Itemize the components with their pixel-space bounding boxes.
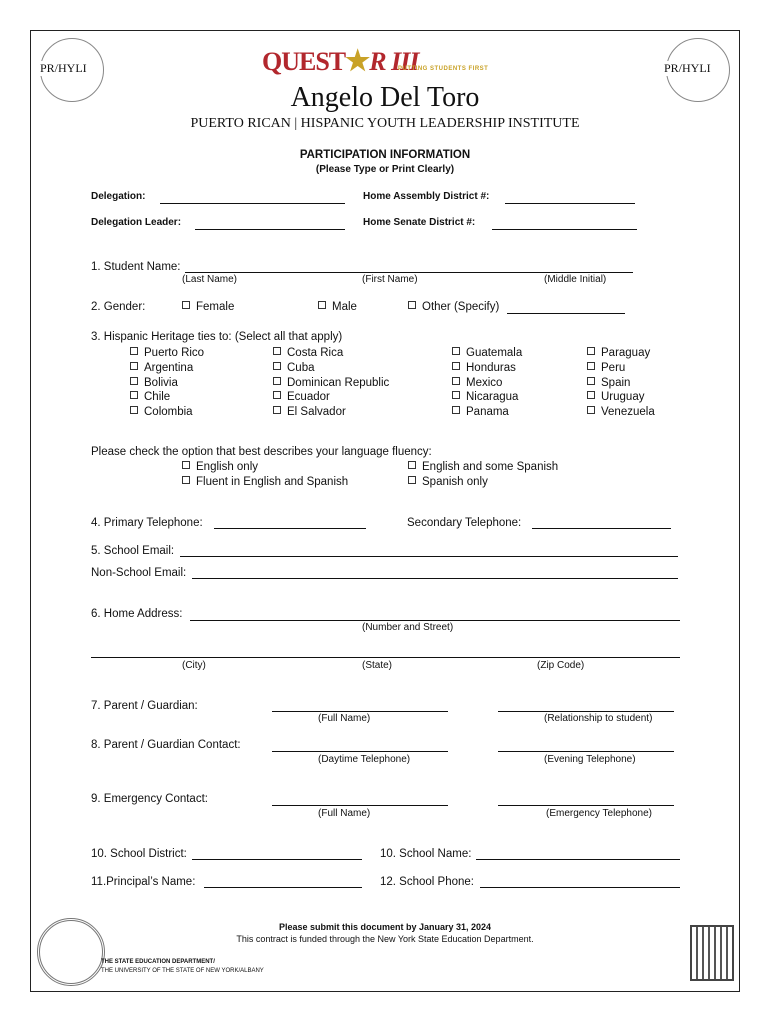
right-logo-text: PR/HYLI (664, 61, 711, 75)
checkbox-icon[interactable] (452, 347, 460, 355)
heritage-option[interactable]: Costa Rica (273, 346, 389, 361)
secondary-telephone-field[interactable] (532, 528, 671, 529)
checkbox-icon[interactable] (182, 476, 190, 484)
heritage-col-2 (273, 346, 389, 420)
checkbox-icon[interactable] (452, 362, 460, 370)
checkbox-icon[interactable] (452, 406, 460, 414)
emergency-contact-label: 9. Emergency Contact: (91, 793, 208, 805)
delegation-field[interactable] (160, 203, 345, 204)
home-senate-label: Home Senate District #: (363, 217, 476, 228)
emergency-name-field[interactable] (272, 805, 448, 806)
checkbox-icon[interactable] (587, 347, 595, 355)
delegation-leader-label: Delegation Leader: (91, 217, 182, 228)
heritage-label: 3. Hispanic Heritage ties to: (Select all that apply) (91, 331, 343, 343)
gender-other-field[interactable] (507, 313, 625, 314)
language-spanish-only[interactable]: Spanish only (408, 476, 488, 488)
checkbox-icon[interactable] (130, 391, 138, 399)
checkbox-icon[interactable] (273, 347, 281, 355)
heritage-option[interactable]: Guatemala (452, 346, 522, 361)
heritage-option[interactable]: Paraguay (587, 346, 655, 361)
checkbox-icon[interactable] (273, 406, 281, 414)
brand-logo (262, 44, 418, 78)
language-english-only[interactable]: English only (182, 461, 258, 473)
heritage-option[interactable]: Dominican Republic (273, 376, 389, 391)
section-title: PARTICIPATION INFORMATION (299, 149, 471, 161)
funding-note: This contract is funded through the New York State Education Department. (236, 934, 534, 944)
parent-evening-field[interactable] (498, 751, 674, 752)
student-name-field[interactable] (185, 272, 633, 273)
parent-name-field[interactable] (272, 711, 448, 712)
dept-line-1: THE STATE EDUCATION DEPARTMENT/ (101, 959, 215, 965)
checkbox-icon[interactable] (408, 301, 416, 309)
star-icon: ★ (345, 46, 370, 77)
heritage-option[interactable]: Bolivia (130, 376, 204, 391)
university-seal (37, 918, 105, 986)
daytime-caption: (Daytime Telephone) (318, 754, 411, 765)
checkbox-icon[interactable] (130, 377, 138, 385)
principal-name-label: 11.Principal’s Name: (91, 876, 196, 888)
heritage-option[interactable]: Chile (130, 390, 204, 405)
checkbox-icon[interactable] (452, 377, 460, 385)
checkbox-icon[interactable] (182, 301, 190, 309)
student-name-label: 1. Student Name: (91, 261, 181, 273)
checkbox-icon[interactable] (273, 377, 281, 385)
checkbox-icon[interactable] (318, 301, 326, 309)
state-crest-logo (690, 925, 734, 981)
heritage-option[interactable]: Puerto Rico (130, 346, 204, 361)
home-assembly-field[interactable] (505, 203, 635, 204)
primary-telephone-field[interactable] (214, 528, 366, 529)
emergency-phone-caption: (Emergency Telephone) (546, 808, 652, 819)
gender-other-option[interactable]: Other (Specify) (408, 301, 499, 313)
school-email-field[interactable] (180, 556, 678, 557)
parent-relationship-caption: (Relationship to student) (544, 713, 653, 724)
heritage-option[interactable]: Cuba (273, 361, 389, 376)
checkbox-icon[interactable] (587, 391, 595, 399)
brand-tagline: PUTTING STUDENTS FIRST (398, 66, 489, 72)
heritage-option[interactable]: Ecuador (273, 390, 389, 405)
city-state-zip-field[interactable] (91, 657, 680, 658)
heritage-option[interactable]: Uruguay (587, 390, 655, 405)
city-caption: (City) (182, 660, 206, 671)
language-english-some-spanish[interactable]: English and some Spanish (408, 461, 558, 473)
home-senate-field[interactable] (492, 229, 637, 230)
primary-telephone-label: 4. Primary Telephone: (91, 517, 203, 529)
checkbox-icon[interactable] (273, 362, 281, 370)
checkbox-icon[interactable] (130, 362, 138, 370)
school-district-label: 10. School District: (91, 848, 187, 860)
delegation-label: Delegation: (91, 191, 146, 202)
emergency-name-caption: (Full Name) (318, 808, 371, 819)
heritage-option[interactable]: Argentina (130, 361, 204, 376)
section-subtitle: (Please Type or Print Clearly) (315, 164, 455, 175)
heritage-col-3 (452, 346, 522, 420)
heritage-option[interactable]: Nicaragua (452, 390, 522, 405)
language-fluent-both[interactable]: Fluent in English and Spanish (182, 476, 348, 488)
heritage-option[interactable]: Spain (587, 376, 655, 391)
heritage-option[interactable]: Colombia (130, 405, 204, 420)
checkbox-icon[interactable] (130, 347, 138, 355)
parent-relationship-field[interactable] (498, 711, 674, 712)
home-assembly-label: Home Assembly District #: (363, 191, 490, 202)
school-name-field[interactable] (476, 859, 680, 860)
gender-label: 2. Gender: (91, 301, 146, 313)
checkbox-icon[interactable] (587, 377, 595, 385)
parent-guardian-label: 7. Parent / Guardian: (91, 700, 198, 712)
checkbox-icon[interactable] (130, 406, 138, 414)
checkbox-icon[interactable] (452, 391, 460, 399)
parent-name-caption: (Full Name) (318, 713, 371, 724)
delegation-leader-field[interactable] (195, 229, 345, 230)
left-logo-text: PR/HYLI (40, 61, 87, 75)
school-phone-field[interactable] (480, 887, 680, 888)
dept-line-2: THE UNIVERSITY OF THE STATE OF NEW YORK/ALBANY (101, 968, 264, 974)
parent-contact-label: 8. Parent / Guardian Contact: (91, 739, 241, 751)
street-field[interactable] (190, 620, 680, 621)
school-name-label: 10. School Name: (380, 848, 472, 860)
heritage-col-1 (130, 346, 204, 420)
checkbox-icon[interactable] (408, 461, 416, 469)
home-address-label: 6. Home Address: (91, 608, 183, 620)
heritage-option[interactable]: Mexico (452, 376, 522, 391)
non-school-email-label: Non-School Email: (91, 567, 187, 579)
street-caption: (Number and Street) (362, 622, 454, 633)
first-name-caption: (First Name) (362, 274, 418, 285)
zip-caption: (Zip Code) (537, 660, 585, 671)
heritage-option[interactable]: Panama (452, 405, 522, 420)
last-name-caption: (Last Name) (182, 274, 238, 285)
page-title: Angelo Del Toro (290, 82, 480, 113)
checkbox-icon[interactable] (587, 406, 595, 414)
non-school-email-field[interactable] (192, 578, 678, 579)
secondary-telephone-label: Secondary Telephone: (407, 517, 522, 529)
checkbox-icon[interactable] (182, 461, 190, 469)
checkbox-icon[interactable] (587, 362, 595, 370)
middle-initial-caption: (Middle Initial) (544, 274, 607, 285)
school-email-label: 5. School Email: (91, 545, 175, 557)
heritage-option[interactable]: Venezuela (587, 405, 655, 420)
heritage-option[interactable]: Honduras (452, 361, 522, 376)
institute-name: PUERTO RICAN | HISPANIC YOUTH LEADERSHIP INSTITUTE (190, 116, 580, 131)
submit-deadline: Please submit this document by January 31, 2024 (278, 922, 492, 932)
heritage-option[interactable]: Peru (587, 361, 655, 376)
language-label: Please check the option that best describes your language fluency: (91, 446, 432, 458)
state-caption: (State) (362, 660, 393, 671)
emergency-phone-field[interactable] (498, 805, 674, 806)
heritage-col-4 (587, 346, 655, 420)
school-district-field[interactable] (192, 859, 362, 860)
parent-daytime-field[interactable] (272, 751, 448, 752)
evening-caption: (Evening Telephone) (544, 754, 636, 765)
checkbox-icon[interactable] (408, 476, 416, 484)
heritage-option[interactable]: El Salvador (273, 405, 389, 420)
gender-male-option[interactable]: Male (318, 301, 357, 313)
principal-name-field[interactable] (204, 887, 362, 888)
brand-suffix: R III (369, 47, 419, 76)
gender-female-option[interactable]: Female (182, 301, 234, 313)
school-phone-label: 12. School Phone: (380, 876, 474, 888)
brand-main: QUEST (262, 47, 346, 76)
checkbox-icon[interactable] (273, 391, 281, 399)
